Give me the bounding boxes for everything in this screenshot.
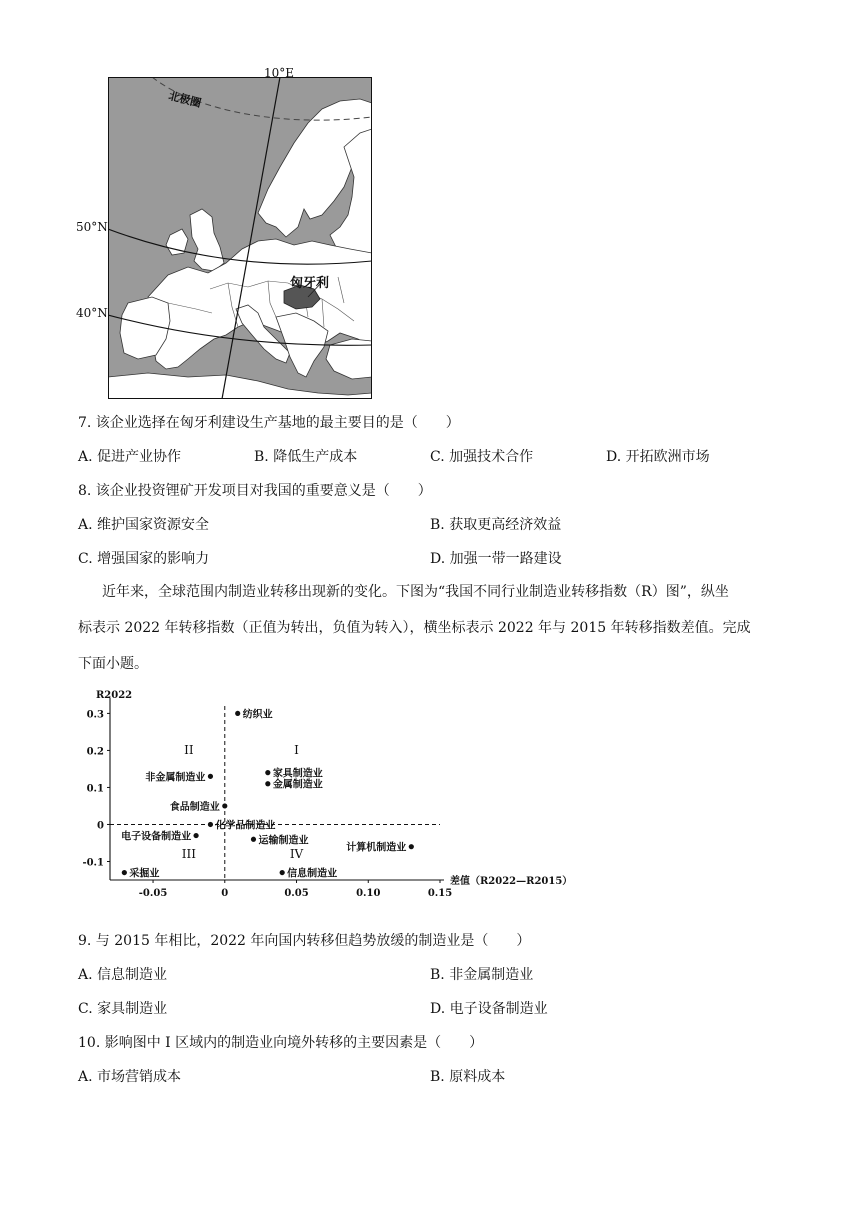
q7-option-b[interactable]: B. 降低生产成本 [254, 449, 358, 465]
chart-axes [96, 690, 572, 887]
y-tick-label: 0.2 [86, 746, 104, 758]
x-tick-label: 0.15 [427, 888, 453, 899]
data-point-label: 采掘业 [129, 868, 160, 880]
y-axis-label: R2022 [96, 690, 133, 701]
x-tick-label: 0 [221, 888, 229, 899]
data-point-label: 家具制造业 [272, 768, 323, 780]
chart-points [121, 707, 414, 879]
q10-stem: 10. 影响图中 I 区域内的制造业向境外转移的主要因素是（ ） [78, 1035, 484, 1051]
data-point-label: 信息制造业 [287, 868, 338, 880]
q8-stem: 8. 该企业投资锂矿开发项目对我国的重要意义是（ ） [78, 483, 432, 499]
data-point-label: 电子设备制造业 [121, 831, 192, 843]
data-point [122, 870, 127, 875]
y-tick-label: 0.1 [86, 783, 104, 795]
q8-option-c[interactable]: C. 增强国家的影响力 [78, 551, 210, 567]
quadrant-label: IV [289, 846, 304, 861]
q7-option-d[interactable]: D. 开拓欧洲市场 [606, 449, 710, 465]
quadrant-label: III [181, 846, 197, 861]
quadrant-label: II [184, 743, 194, 758]
lat40-label: 40°N [76, 306, 108, 320]
data-point-label: 食品制造业 [169, 801, 220, 813]
q9-stem: 9. 与 2015 年相比，2022 年向国内转移但趋势放缓的制造业是（ ） [78, 933, 531, 949]
q10-option-b[interactable]: B. 原料成本 [430, 1069, 506, 1085]
intro-line-2: 标表示 2022 年转移指数（正值为转出，负值为转入），横坐标表示 2022 年与 2015 年转移指数差值。完成 [78, 620, 751, 636]
data-point [265, 781, 270, 786]
q8-option-b[interactable]: B. 获取更高经济效益 [430, 517, 562, 533]
quadrant-label: I [294, 743, 299, 758]
data-point [193, 833, 198, 838]
data-point-label: 计算机制造业 [346, 842, 407, 854]
q9-option-a[interactable]: A. 信息制造业 [78, 967, 168, 983]
q9-option-c[interactable]: C. 家具制造业 [78, 1001, 168, 1017]
y-tick-label: 0 [97, 820, 104, 832]
data-point [409, 844, 414, 849]
q10-option-a[interactable]: A. 市场营销成本 [78, 1069, 182, 1085]
data-point [280, 870, 285, 875]
y-tick-label: 0.3 [86, 709, 104, 721]
x-tick-label: 0.10 [356, 888, 381, 899]
y-tick-label: -0.1 [82, 857, 104, 869]
q7-option-a[interactable]: A. 促进产业协作 [78, 449, 182, 465]
data-point [208, 822, 213, 827]
data-point [265, 770, 270, 775]
data-point-label: 金属制造业 [272, 779, 323, 791]
data-point-label: 非金属制造业 [145, 772, 206, 784]
data-point-label: 纺织业 [242, 709, 273, 721]
x-tick-label: 0.05 [284, 888, 309, 899]
data-point-label: 化学品制造业 [215, 820, 276, 832]
q9-option-d[interactable]: D. 电子设备制造业 [430, 1001, 548, 1017]
transfer-index-chart [70, 684, 573, 914]
data-point-label: 运输制造业 [258, 835, 309, 847]
q9-option-b[interactable]: B. 非金属制造业 [430, 967, 534, 983]
hungary-label: 匈牙利 [290, 276, 330, 291]
intro-line-3: 下面小题。 [78, 656, 148, 672]
data-point [208, 774, 213, 779]
q8-option-a[interactable]: A. 维护国家资源安全 [78, 517, 210, 533]
x-axis-label: 差值（R2022—R2015） [450, 876, 573, 887]
data-point [251, 837, 256, 842]
europe-map [108, 77, 372, 399]
data-point [235, 711, 240, 716]
arctic-circle-label: 北极圈 [167, 89, 203, 110]
meridian-label: 10°E [264, 66, 295, 80]
intro-line-1: 近年来，全球范围内制造业转移出现新的变化。下图为“我国不同行业制造业转移指数（R）图”，纵坐 [102, 584, 729, 600]
lat50-label: 50°N [76, 220, 108, 234]
q8-option-d[interactable]: D. 加强一带一路建设 [430, 551, 562, 567]
data-point [222, 803, 227, 808]
q7-stem: 7. 该企业选择在匈牙利建设生产基地的最主要目的是（ ） [78, 415, 460, 431]
q7-option-c[interactable]: C. 加强技术合作 [430, 449, 534, 465]
x-tick-label: -0.05 [138, 888, 168, 899]
